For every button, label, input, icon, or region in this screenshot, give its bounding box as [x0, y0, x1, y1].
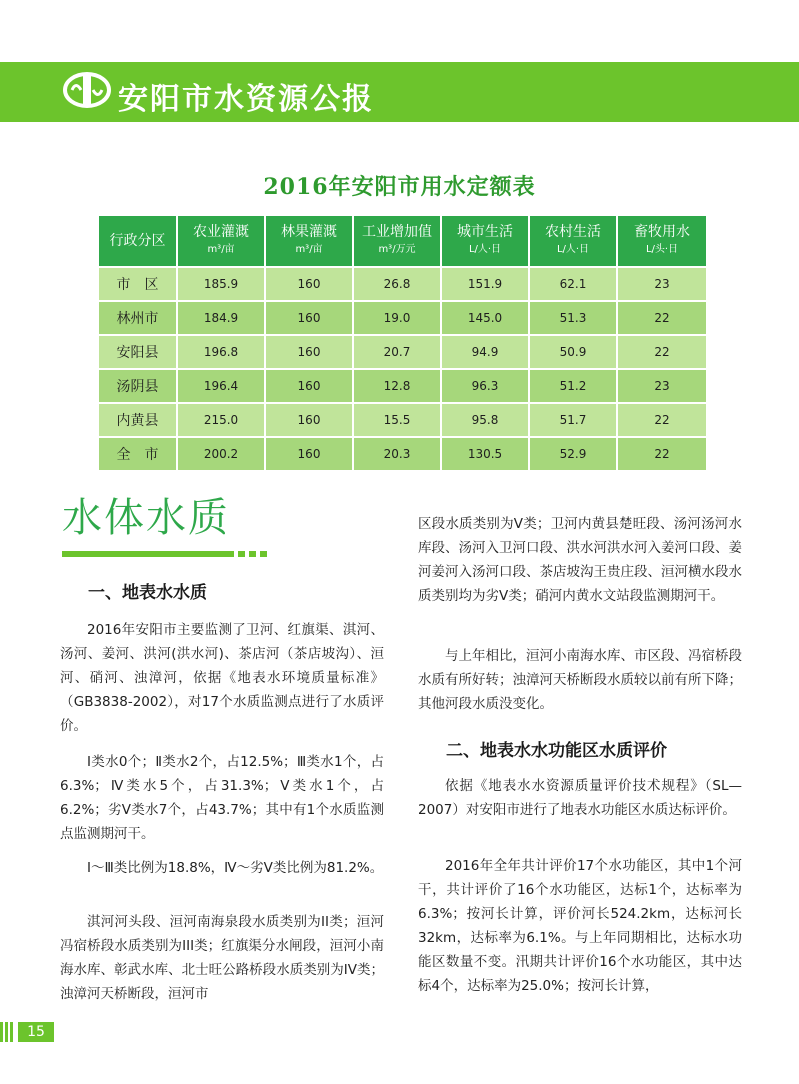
table-cell: 160 — [265, 301, 353, 335]
table-cell: 内黄县 — [98, 403, 177, 437]
table-cell: 51.3 — [529, 301, 617, 335]
table-cell: 22 — [617, 301, 707, 335]
table-cell: 市 区 — [98, 267, 177, 301]
table-cell: 160 — [265, 335, 353, 369]
column-header: 畜牧用水 L/头·日 — [617, 215, 707, 267]
table-title: 2016年安阳市用水定额表 — [263, 174, 536, 200]
table-cell: 196.4 — [177, 369, 265, 403]
paragraph: 区段水质类别为Ⅴ类；卫河内黄县楚旺段、汤河汤河水库段、汤河入卫河口段、洪水河洪水河入姜河口段、姜河姜河入汤河口段、茶店坡沟王贵庄段、洹河横水段水质类别均为劣Ⅴ类；硝河内黄水文站段监测期河干。 — [418, 516, 742, 604]
water-logo-icon — [62, 71, 112, 109]
table-cell: 22 — [617, 403, 707, 437]
table-cell: 全 市 — [98, 437, 177, 471]
table-cell: 62.1 — [529, 267, 617, 301]
subheading-function-zone-evaluation: 二、地表水水功能区水质评价 — [446, 741, 667, 761]
column-header: 城市生活 L/人·日 — [441, 215, 529, 267]
table-cell: 26.8 — [353, 267, 441, 301]
table-cell: 160 — [265, 267, 353, 301]
table-cell: 23 — [617, 267, 707, 301]
table-row — [98, 267, 707, 301]
table-cell: 22 — [617, 335, 707, 369]
table-cell: 51.7 — [529, 403, 617, 437]
table-row — [98, 301, 707, 335]
table-cell: 52.9 — [529, 437, 617, 471]
table-cell: 20.7 — [353, 335, 441, 369]
paragraph: 淇河河头段、洹河南海泉段水质类别为II类；洹河冯宿桥段水质类别为III类；红旗渠分水闸段，洹河小南海水库、彰武水库、北士旺公路桥段水质类别为IV类；浊漳河天桥断段，洹河市 — [60, 914, 384, 1002]
table-cell: 200.2 — [177, 437, 265, 471]
page-stripe — [10, 1022, 13, 1042]
page-stripe — [5, 1022, 8, 1042]
column-header: 农村生活 L/人·日 — [529, 215, 617, 267]
table-cell: 185.9 — [177, 267, 265, 301]
column-header: 林果灌溉 m³/亩 — [265, 215, 353, 267]
table-cell: 94.9 — [441, 335, 529, 369]
table-cell: 184.9 — [177, 301, 265, 335]
table-cell: 160 — [265, 437, 353, 471]
table-row — [98, 369, 707, 403]
page-stripe — [0, 1022, 3, 1042]
table-cell: 安阳县 — [98, 335, 177, 369]
table-cell: 22 — [617, 437, 707, 471]
table-cell: 160 — [265, 369, 353, 403]
table-cell: 95.8 — [441, 403, 529, 437]
subheading-surface-water-quality: 一、地表水水质 — [88, 583, 207, 603]
water-quota-table — [97, 214, 708, 472]
table-row — [98, 403, 707, 437]
paragraph: 2016年全年共计评价17个水功能区，其中1个河干，共计评价了16个水功能区，达标1个，达标率为6.3%；按河长计算，评价河长524.2km，达标河长32km，达标率为6.1%。与上年同期相比，达标水功能区数量不变。汛期共计评价16个水功能区，其中达标4个，达标率为25.0%；按河长计算， — [418, 858, 742, 994]
table-row — [98, 335, 707, 369]
column-header: 工业增加值 m³/万元 — [353, 215, 441, 267]
column-header: 农业灌溉 m³/亩 — [177, 215, 265, 267]
table-cell: 汤阴县 — [98, 369, 177, 403]
table-cell: 160 — [265, 403, 353, 437]
section-divider-block — [238, 551, 245, 557]
table-cell: 20.3 — [353, 437, 441, 471]
table-cell: 15.5 — [353, 403, 441, 437]
publication-title: 安阳市水资源公报 — [118, 82, 374, 117]
table-cell: 151.9 — [441, 267, 529, 301]
table-cell: 215.0 — [177, 403, 265, 437]
section-divider — [62, 551, 234, 557]
table-cell: 林州市 — [98, 301, 177, 335]
section-title: 水体水质 — [62, 495, 230, 541]
table-cell: 130.5 — [441, 437, 529, 471]
table-cell: 145.0 — [441, 301, 529, 335]
table-header-row — [98, 215, 707, 267]
section-divider-block — [249, 551, 256, 557]
table-row — [98, 437, 707, 471]
table-cell: 12.8 — [353, 369, 441, 403]
column-header: 行政分区 — [98, 215, 177, 267]
table-cell: 51.2 — [529, 369, 617, 403]
table-cell: 50.9 — [529, 335, 617, 369]
paragraph: 依据《地表水水资源质量评价技术规程》（SL—2007）对安阳市进行了地表水功能区水质达标评价。 — [418, 778, 742, 818]
table-cell: 23 — [617, 369, 707, 403]
paragraph: Ⅰ～Ⅲ类比例为18.8%，Ⅳ～劣Ⅴ类比例为81.2%。 — [87, 860, 384, 876]
paragraph: 2016年安阳市主要监测了卫河、红旗渠、淇河、汤河、姜河、洪河(洪水河)、茶店河（茶店坡沟）、洹河、硝河、浊漳河，依据《地表水环境质量标准》（GB3838-2002），对17个水质监测点进行了水质评价。 — [60, 622, 384, 734]
table-cell: 19.0 — [353, 301, 441, 335]
paragraph: 与上年相比，洹河小南海水库、市区段、冯宿桥段水质有所好转；浊漳河天桥断段水质较以前有所下降；其他河段水质没变化。 — [418, 648, 742, 712]
page-number: 15 — [18, 1022, 54, 1042]
paragraph: Ⅰ类水0个；Ⅱ类水2个，占12.5%；Ⅲ类水1个，占6.3%；Ⅳ类水5个，占31.3%；Ⅴ类水1个，占6.2%；劣Ⅴ类水7个，占43.7%；其中有1个水质监测点监测期河干。 — [60, 754, 384, 842]
table-cell: 196.8 — [177, 335, 265, 369]
table-cell: 96.3 — [441, 369, 529, 403]
section-divider-block — [260, 551, 267, 557]
